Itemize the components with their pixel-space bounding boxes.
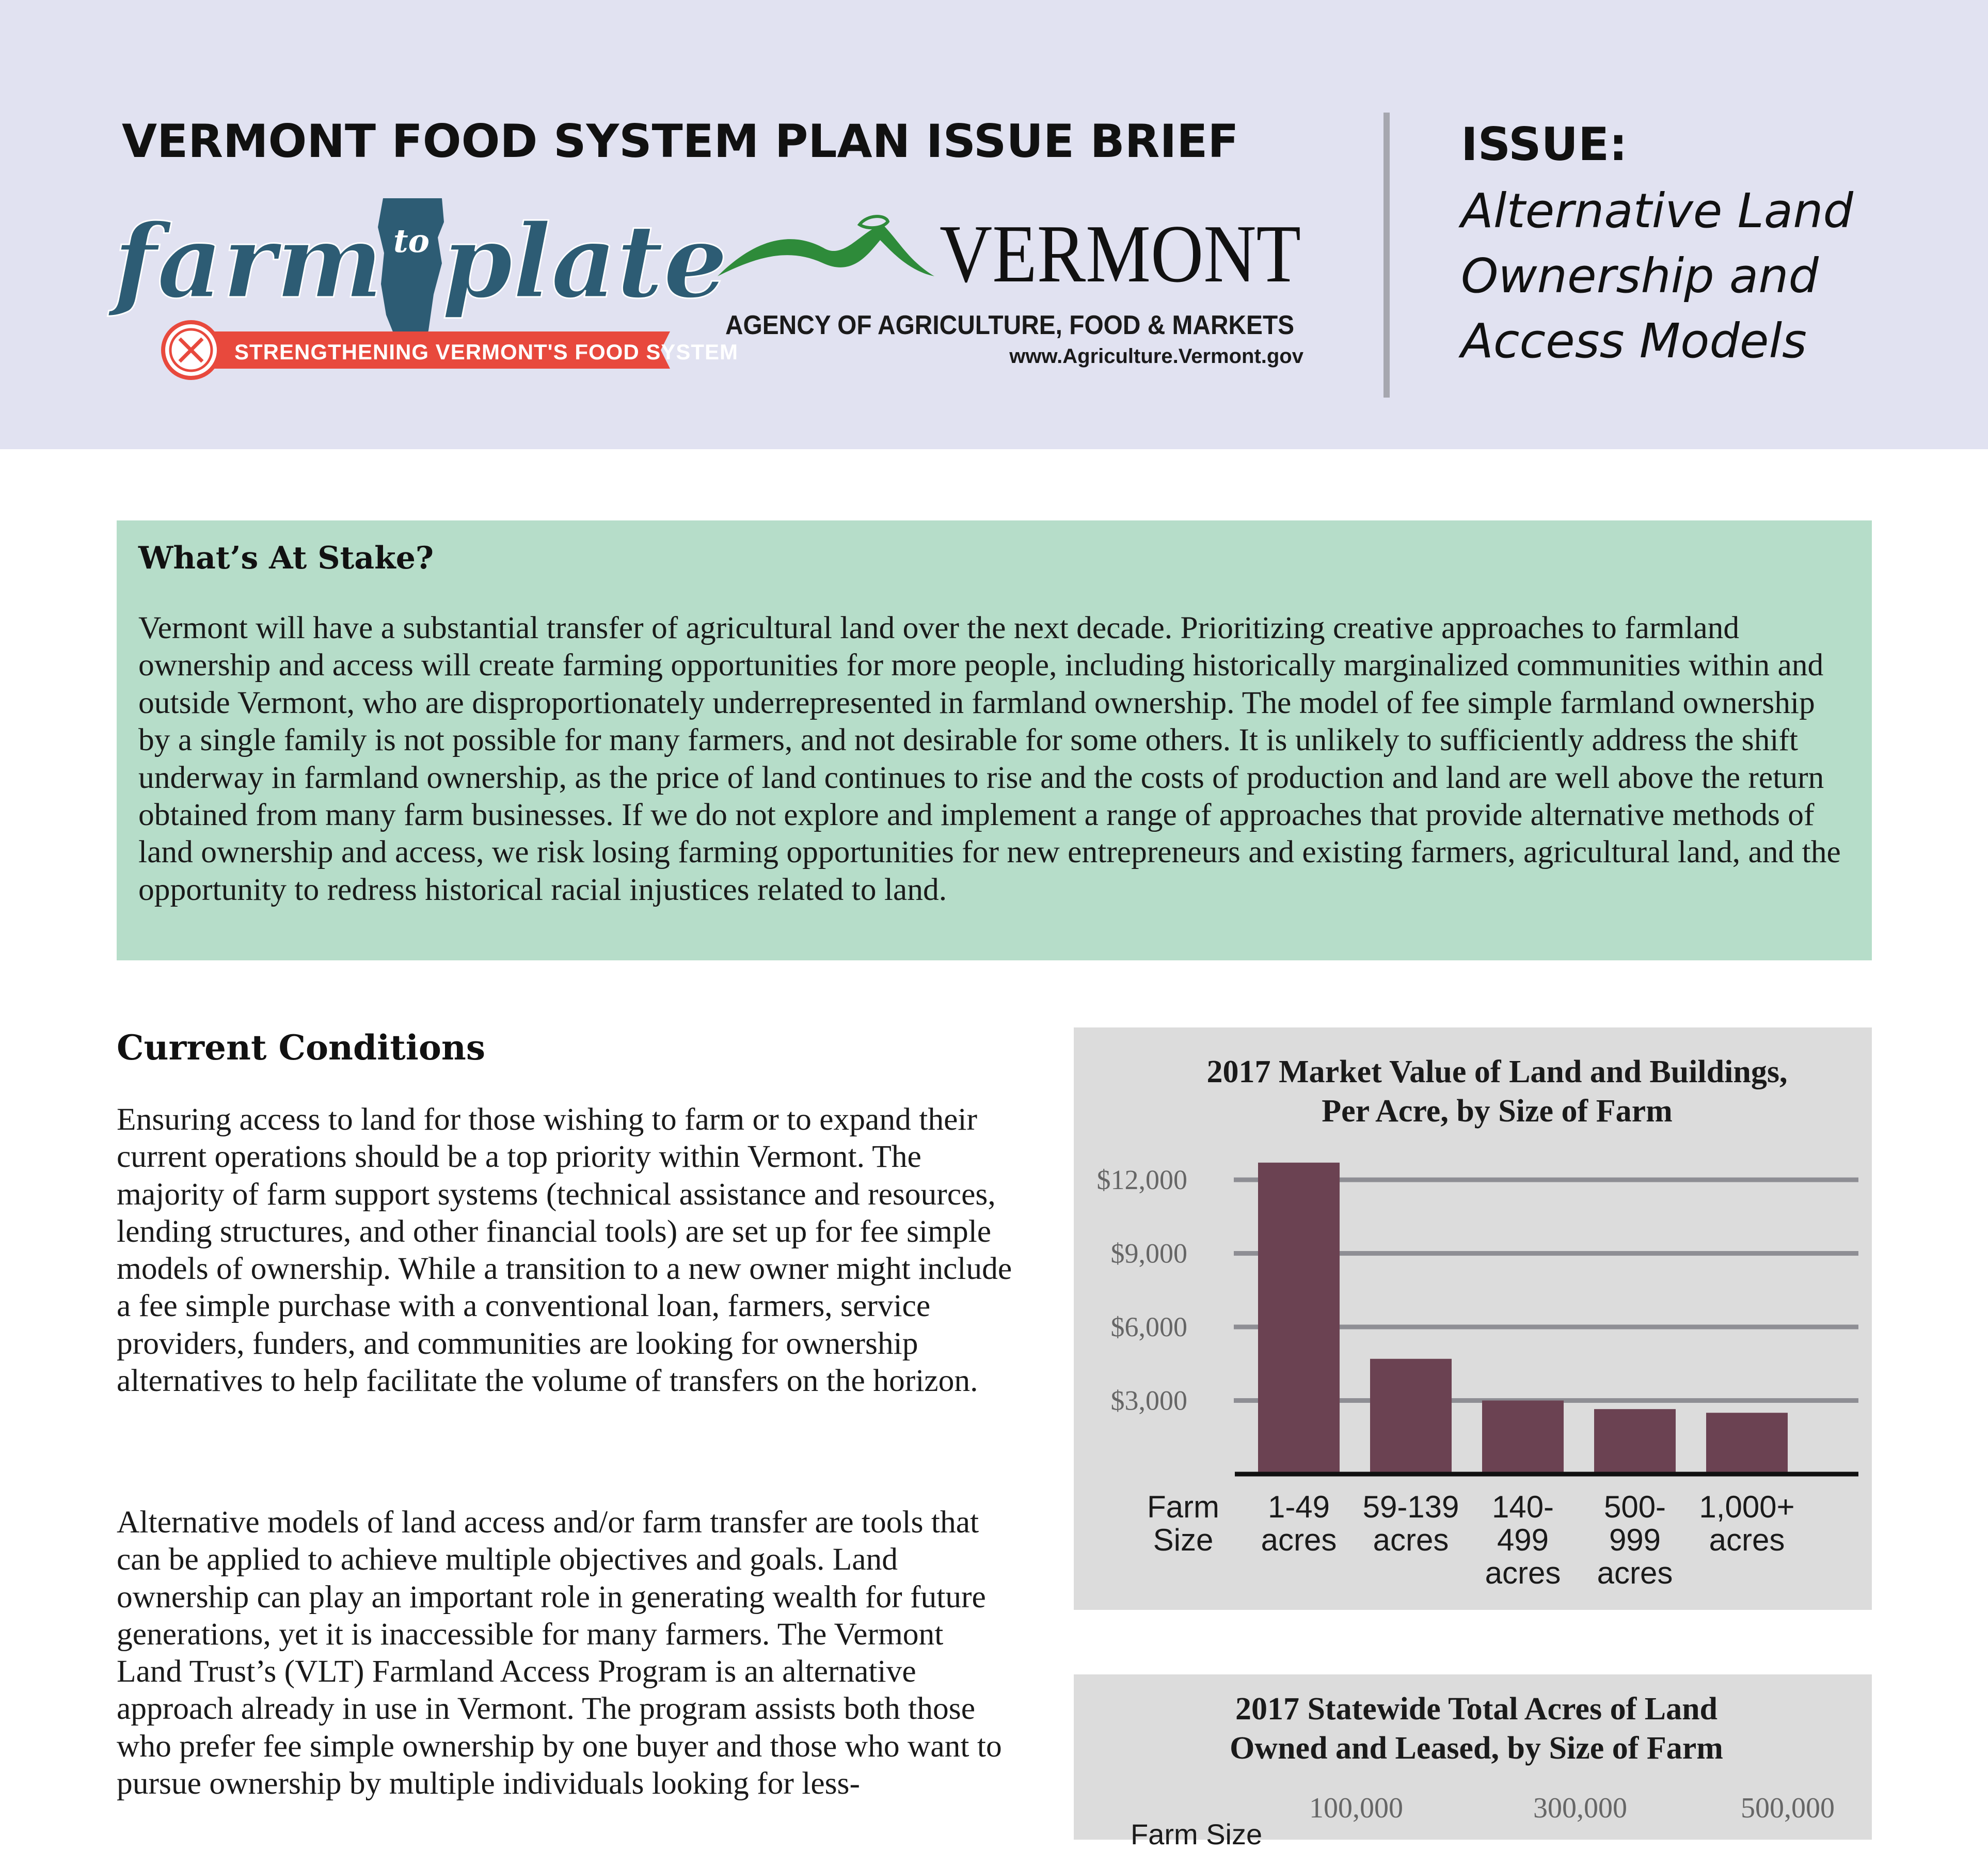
y-tick-label: $3,000 <box>1110 1385 1187 1416</box>
x-tick-label: acres <box>1261 1523 1337 1557</box>
current-conditions-heading: Current Conditions <box>117 1027 485 1068</box>
agency-name: AGENCY OF AGRICULTURE, FOOD & MARKETS <box>725 310 1295 340</box>
logo-word-plate: plate <box>442 202 728 321</box>
bar <box>1594 1409 1676 1474</box>
chart-title-line: Per Acre, by Size of Farm <box>1322 1094 1673 1129</box>
vermont-wordmark: VERMONT <box>940 208 1301 299</box>
issue-label: ISSUE: <box>1461 118 1628 171</box>
y-tick-label: $12,000 <box>1096 1164 1187 1195</box>
x-axis-label: Size <box>1153 1523 1214 1557</box>
x-tick-label: 140- <box>1491 1490 1554 1524</box>
brief-title: VERMONT FOOD SYSTEM PLAN ISSUE BRIEF <box>122 115 1239 168</box>
acres-chart-tick-label: 500,000 <box>1741 1792 1835 1824</box>
issue-title-line: Ownership and <box>1461 248 1819 304</box>
issue-title <box>1461 179 1957 374</box>
x-tick-label: acres <box>1709 1523 1785 1557</box>
x-tick-label: acres <box>1597 1556 1673 1590</box>
agency-url: www.Agriculture.Vermont.gov <box>1009 345 1303 368</box>
logo-word-to: to <box>393 222 430 260</box>
x-tick-label: acres <box>1373 1523 1449 1557</box>
market-value-bar-chart <box>1074 1027 1872 1610</box>
acres-chart-tick-label: 100,000 <box>1309 1792 1403 1824</box>
bar <box>1706 1413 1788 1474</box>
x-axis-label: Farm <box>1147 1490 1219 1524</box>
current-conditions-paragraph-1: Ensuring access to land for those wishing to farm or to expand their current operations should be a top priority within Vermont. The majority of farm support systems (technical assistance and resources, lending structures, and other financial tools) are set up for fee simple models of ownership. While a transition to a new owner might include a fee simple purchase with a conventional loan, farmers, service providers, funders, and communities are looking for ownership alternatives to help facilitate the volume of transfers on the horizon. <box>117 1102 1012 1399</box>
x-tick-label: 59-139 <box>1362 1490 1459 1524</box>
y-tick-label: $9,000 <box>1110 1238 1187 1269</box>
acres-chart-tick-label: 300,000 <box>1533 1792 1627 1824</box>
x-tick-label: acres <box>1485 1556 1561 1590</box>
whats-at-stake-heading: What’s At Stake? <box>138 540 434 576</box>
x-tick-label: 1-49 <box>1267 1490 1330 1524</box>
bar <box>1258 1163 1340 1474</box>
current-conditions-paragraph-2: Alternative models of land access and/or farm transfer are tools that can be applied to achieve multiple objectives and goals. Land ownership can play an important role in generating wealth for future generations, yet it is inaccessible for many farmers. The Vermont Land Trust’s (VLT) Farmland Access Program is an alternative approach already in use in Vermont. The program assists both those who prefer fee simple ownership by one buyer and those who want to pursue ownership by multiple individuals looking for less- <box>117 1505 1002 1801</box>
x-tick-label: 500- <box>1603 1490 1666 1524</box>
y-tick-label: $6,000 <box>1110 1311 1187 1342</box>
chart-title-line: 2017 Market Value of Land and Buildings, <box>1206 1054 1788 1089</box>
bar <box>1370 1359 1452 1474</box>
header-divider <box>1383 113 1390 398</box>
x-tick-label: 499 <box>1497 1523 1549 1557</box>
x-tick-label: 999 <box>1609 1523 1661 1557</box>
issue-title-line: Access Models <box>1461 313 1807 369</box>
chart-title-line: Owned and Leased, by Size of Farm <box>1230 1731 1723 1766</box>
chart-title-line: 2017 Statewide Total Acres of Land <box>1235 1691 1718 1727</box>
acres-chart-axis-label: Farm Size <box>1131 1818 1263 1850</box>
logo-word-farm: farm <box>114 202 383 321</box>
logo-tagline: STRENGTHENING VERMONT'S FOOD SYSTEM <box>234 340 739 364</box>
mountain-swoosh-icon <box>718 225 934 276</box>
whats-at-stake-body: Vermont will have a substantial transfer of agricultural land over the next decade. Prioritizing creative approaches to farmland ownership and access will create farming opportunities for more people, including historically marginalized communities within and outside Vermont, who are disproportionately underrepresented in farmland ownership. The model of fee simple farmland ownership by a single family is not possible for many farmers, and not desirable for some others. It is unlikely to sufficiently address the shift underway in farmland ownership, as the price of land continues to rise and the costs of production and land are well above the return obtained from many farm businesses. If we do not explore and implement a range of approaches that provide alternative methods of land ownership and access, we risk losing farming opportunities for new entrepreneurs and existing farmers, agricultural land, and the opportunity to redress historical racial injustices related to land. <box>138 610 1841 907</box>
acres-chart-title <box>1094 1689 1858 1768</box>
x-tick-label: 1,000+ <box>1699 1490 1795 1524</box>
issue-title-line: Alternative Land <box>1461 183 1853 239</box>
bar <box>1482 1401 1564 1475</box>
farm-to-plate-logo <box>114 191 739 377</box>
